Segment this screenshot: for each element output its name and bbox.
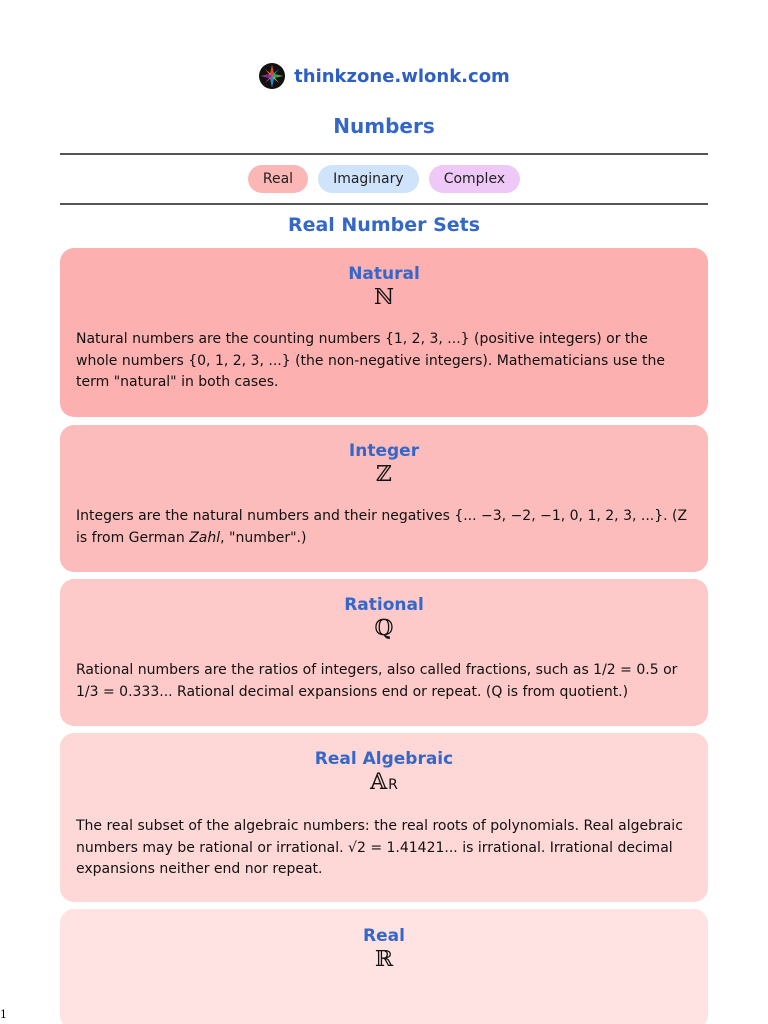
page-title: Numbers bbox=[333, 114, 435, 138]
card-title: Rational bbox=[344, 595, 424, 615]
card-real-algebraic bbox=[60, 733, 708, 902]
card-description: The real subset of the algebraic numbers: the real roots of polynomials. Real algebraic numbers may be rational or irrational. √2 = 1.41421... is irrational. Irrational decimal expansions neither end nor repeat. bbox=[76, 818, 683, 877]
divider-top bbox=[60, 153, 708, 155]
star-compass-icon[interactable] bbox=[258, 62, 286, 90]
text-part: , "number".) bbox=[220, 529, 307, 546]
card-title: Integer bbox=[348, 441, 420, 461]
emphasized-word: Zahl bbox=[189, 529, 221, 546]
set-symbol: ℕ bbox=[373, 285, 395, 310]
number-type-tabs bbox=[0, 165, 768, 193]
card-integer bbox=[60, 425, 708, 572]
card-rational bbox=[60, 579, 708, 726]
section-title: Real Number Sets bbox=[287, 214, 481, 236]
set-symbol bbox=[76, 769, 692, 799]
card-description bbox=[76, 506, 692, 549]
card-natural bbox=[60, 248, 708, 417]
card-title: Real bbox=[363, 926, 405, 946]
set-symbol: ℝ bbox=[374, 947, 394, 972]
tab-real[interactable]: Real bbox=[248, 165, 308, 193]
site-header bbox=[0, 62, 768, 90]
symbol-main: 𝔸 bbox=[370, 770, 388, 795]
divider-bottom bbox=[60, 203, 708, 205]
set-symbol: ℤ bbox=[375, 462, 393, 487]
set-symbol: ℚ bbox=[374, 616, 394, 641]
site-name-link[interactable]: thinkzone.wlonk.com bbox=[294, 65, 510, 87]
symbol-subscript: R bbox=[388, 777, 398, 793]
card-title: Natural bbox=[348, 264, 420, 284]
card-title: Real Algebraic bbox=[314, 749, 454, 769]
page-number: 1 bbox=[0, 1008, 7, 1021]
text-part: Integers are the natural numbers and their negatives {... −3, −2, −1, 0, 1, 2, 3, ...}. (Z is from German bbox=[76, 508, 688, 546]
tab-complex[interactable]: Complex bbox=[429, 165, 520, 193]
tab-imaginary[interactable]: Imaginary bbox=[318, 165, 419, 193]
card-description: Natural numbers are the counting numbers {1, 2, 3, ...} (positive integers) or the whole numbers {0, 1, 2, 3, ...} (the non-negative integers). Mathematicians use the term "natural" in both cases. bbox=[76, 331, 665, 390]
card-real bbox=[60, 909, 708, 1024]
card-description: Rational numbers are the ratios of integers, also called fractions, such as 1/2 = 0.5 or 1/3 = 0.333... Rational decimal expansions end or repeat. (Q is from quotient.) bbox=[76, 662, 678, 700]
